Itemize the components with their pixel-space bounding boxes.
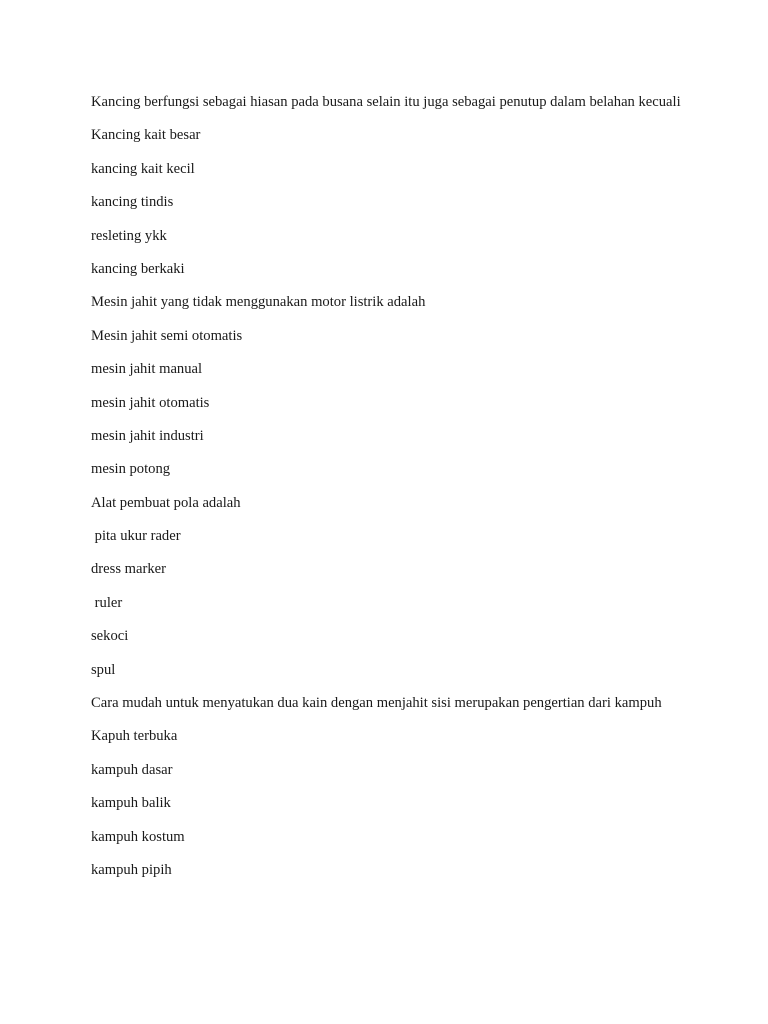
answer-option: pita ukur rader xyxy=(91,528,181,545)
answer-option: sekoci xyxy=(91,628,129,645)
answer-option: kampuh pipih xyxy=(91,861,172,878)
question-text: Cara mudah untuk menyatukan dua kain dengan menjahit sisi merupakan pengertian dari kampuh xyxy=(91,695,662,712)
answer-option: dress marker xyxy=(91,561,166,578)
answer-option: Mesin jahit semi otomatis xyxy=(91,327,243,344)
question-text: Mesin jahit yang tidak menggunakan motor listrik adalah xyxy=(91,294,426,311)
answer-option: mesin jahit industri xyxy=(91,427,204,444)
answer-option: kancing kait kecil xyxy=(91,160,195,177)
answer-option: mesin potong xyxy=(91,461,171,478)
document-body xyxy=(91,92,681,893)
question-text: Alat pembuat pola adalah xyxy=(91,494,241,511)
answer-option: resleting ykk xyxy=(91,227,167,244)
answer-option: mesin jahit manual xyxy=(91,361,203,378)
answer-option: ruler xyxy=(91,594,123,611)
answer-option: kampuh dasar xyxy=(91,761,173,778)
answer-option: kancing berkaki xyxy=(91,260,185,277)
answer-option: kampuh kostum xyxy=(91,828,185,845)
answer-option: Kapuh terbuka xyxy=(91,728,178,745)
answer-option: mesin jahit otomatis xyxy=(91,394,210,411)
answer-option: kancing tindis xyxy=(91,194,174,211)
answer-option: spul xyxy=(91,661,116,678)
question-text: Kancing berfungsi sebagai hiasan pada busana selain itu juga sebagai penutup dalam belahan kecuali xyxy=(91,94,681,110)
answer-option: Kancing kait besar xyxy=(91,127,201,144)
answer-option: kampuh balik xyxy=(91,795,171,812)
